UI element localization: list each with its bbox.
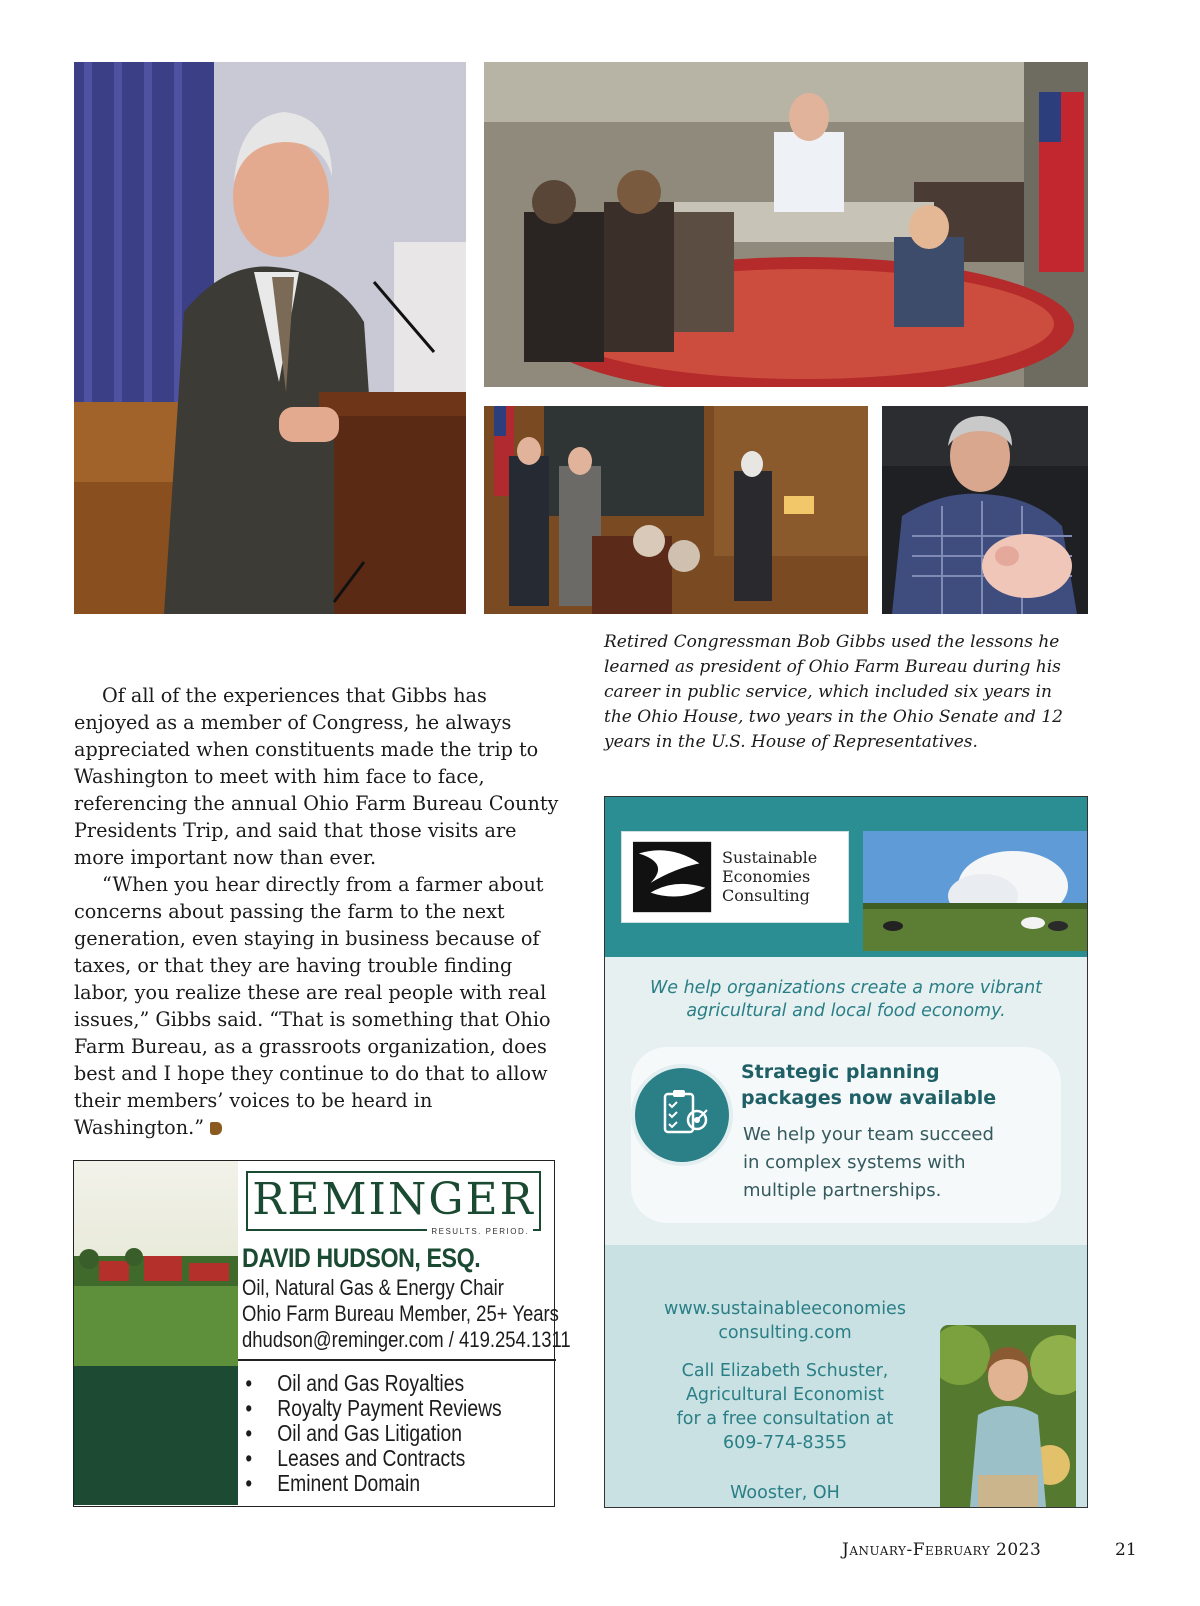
page-number: 21: [1115, 1540, 1137, 1560]
article-paragraph: Of all of the experiences that Gibbs has enjoyed as a member of Congress, he always appreciated when constituents made the trip to Washington to meet with him face to face, referencing the annual Ohio Farm Bureau County Presidents Trip, and said that those visits are more important now than ever.: [74, 684, 559, 869]
services-list: [242, 1371, 551, 1496]
strategy-checklist-icon: [631, 1064, 733, 1166]
attorney-contact[interactable]: dhudson@reminger.com / 419.254.1311: [242, 1327, 571, 1352]
ad-divider: [238, 1359, 556, 1361]
sec-phone[interactable]: 609-774-8355: [723, 1433, 847, 1453]
ohio-end-mark-icon: [210, 1122, 222, 1135]
reminger-ad[interactable]: [73, 1160, 571, 1507]
sec-contact-info: Call Elizabeth Schuster, Agricultural Economist for a free consultation at 609-774-8355: [635, 1359, 935, 1455]
reminger-logo: REMINGER RESULTS. PERIOD.: [246, 1171, 541, 1231]
sec-website[interactable]: www.sustainableeconomies consulting.com: [664, 1299, 906, 1343]
list-item: • Leases and Contracts: [242, 1446, 502, 1471]
attorney-title: Oil, Natural Gas & Energy Chair: [242, 1275, 504, 1300]
list-item: • Oil and Gas Royalties: [242, 1371, 502, 1396]
sec-logo-text: Sustainable Economies Consulting: [722, 848, 818, 905]
sec-location: Wooster, OH: [730, 1483, 840, 1503]
reminger-tagline: RESULTS. PERIOD.: [427, 1227, 533, 1236]
article-paragraph: “When you hear directly from a farmer about concerns about passing the farm to the next generation, even staying in business because of taxes, or that they are having trouble finding labor, you realize these are real people with real issues,” Gibbs said. “That is something that Ohio Farm Bureau, as a grassroots organization, does best and I hope they continue to do that to allow their members’ voices to be heard in Washington.”: [74, 873, 551, 1139]
photo-gibbs-podium: [74, 62, 466, 614]
consultant-portrait: [940, 1325, 1076, 1507]
magazine-issue-date: January-February 2023: [842, 1540, 1042, 1560]
list-item: • Eminent Domain: [242, 1471, 502, 1496]
strategic-planning-text: We help your team succeed in complex systems with multiple partnerships.: [743, 1124, 994, 1201]
sec-logo: [621, 831, 849, 923]
farm-field-image: [863, 831, 1087, 951]
strategic-planning-heading: Strategic planning packages now available: [741, 1061, 997, 1109]
sec-tagline: We help organizations create a more vibrant agricultural and local food economy.: [649, 978, 1043, 1021]
sustainable-economies-ad[interactable]: [604, 796, 1088, 1508]
article-body: [74, 682, 564, 1141]
attorney-name: DAVID HUDSON, ESQ.: [242, 1243, 481, 1273]
attorney-membership: Ohio Farm Bureau Member, 25+ Years: [242, 1301, 559, 1326]
list-item: • Royalty Payment Reviews: [242, 1396, 502, 1421]
photo-banquet-room: [484, 62, 1088, 387]
list-item: • Oil and Gas Litigation: [242, 1421, 502, 1446]
photo-caption: Retired Congressman Bob Gibbs used the lessons he learned as president of Ohio Farm Bureau during his career in public service, which included six years in the Ohio House, two years in the Ohio Senate and 12 years in the U.S. House of Representatives.: [604, 632, 1063, 752]
photo-meeting-room: [484, 406, 868, 614]
photo-man-with-pig: [882, 406, 1088, 614]
farm-landscape-image: [74, 1161, 238, 1505]
